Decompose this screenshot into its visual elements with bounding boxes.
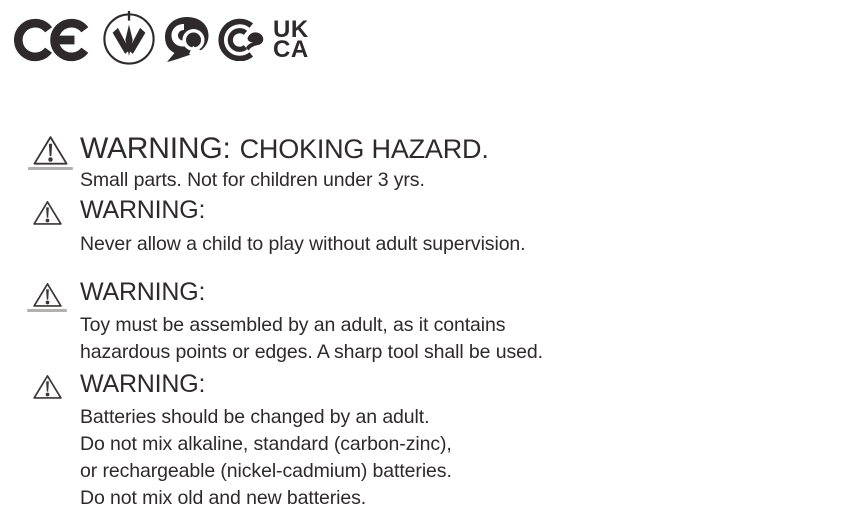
ukca-mark <box>273 15 309 63</box>
warning-emphasis: CHOKING HAZARD. <box>239 134 489 164</box>
ukca-line1: UK <box>273 15 309 43</box>
warning-title: WARNING: <box>80 278 206 306</box>
spiral-p-mark-icon <box>162 16 211 63</box>
warning-triangle-icon <box>33 370 80 512</box>
warning-triangle-icon <box>33 131 80 193</box>
warning-block-assembly <box>33 278 543 366</box>
warning-text-line: Do not mix old and new batteries. <box>80 487 367 509</box>
ce-mark-icon <box>14 18 90 62</box>
double-arc-mark-icon <box>218 18 265 61</box>
warning-text-line: or rechargeable (nickel-cadmium) batteries. <box>80 460 452 482</box>
warning-triangle-icon <box>33 278 80 366</box>
warning-text-line: Small parts. Not for children under 3 yrs. <box>80 169 425 191</box>
warning-block-supervision <box>33 196 526 258</box>
warning-text-line: Do not mix alkaline, standard (carbon-zinc), <box>80 433 452 455</box>
warning-title: WARNING: <box>80 370 206 398</box>
warning-block-choking <box>33 131 489 193</box>
icon-shadow-bar <box>27 309 67 312</box>
warning-text-line: hazardous points or edges. A sharp tool shall be used. <box>80 341 543 363</box>
warning-text-line: Toy must be assembled by an adult, as it contains <box>80 314 506 336</box>
certification-marks-row <box>14 10 309 66</box>
icon-shadow-bar <box>28 167 73 170</box>
warning-text-line: Never allow a child to play without adult supervision. <box>80 233 526 255</box>
ukca-line2: CA <box>273 35 309 63</box>
warning-title: WARNING: <box>80 196 206 224</box>
warning-triangle-icon <box>33 196 80 258</box>
warning-title: WARNING: <box>80 132 231 165</box>
warning-text-line: Batteries should be changed by an adult. <box>80 406 430 428</box>
warning-block-batteries <box>33 370 452 512</box>
trident-circle-mark-icon <box>102 10 156 66</box>
